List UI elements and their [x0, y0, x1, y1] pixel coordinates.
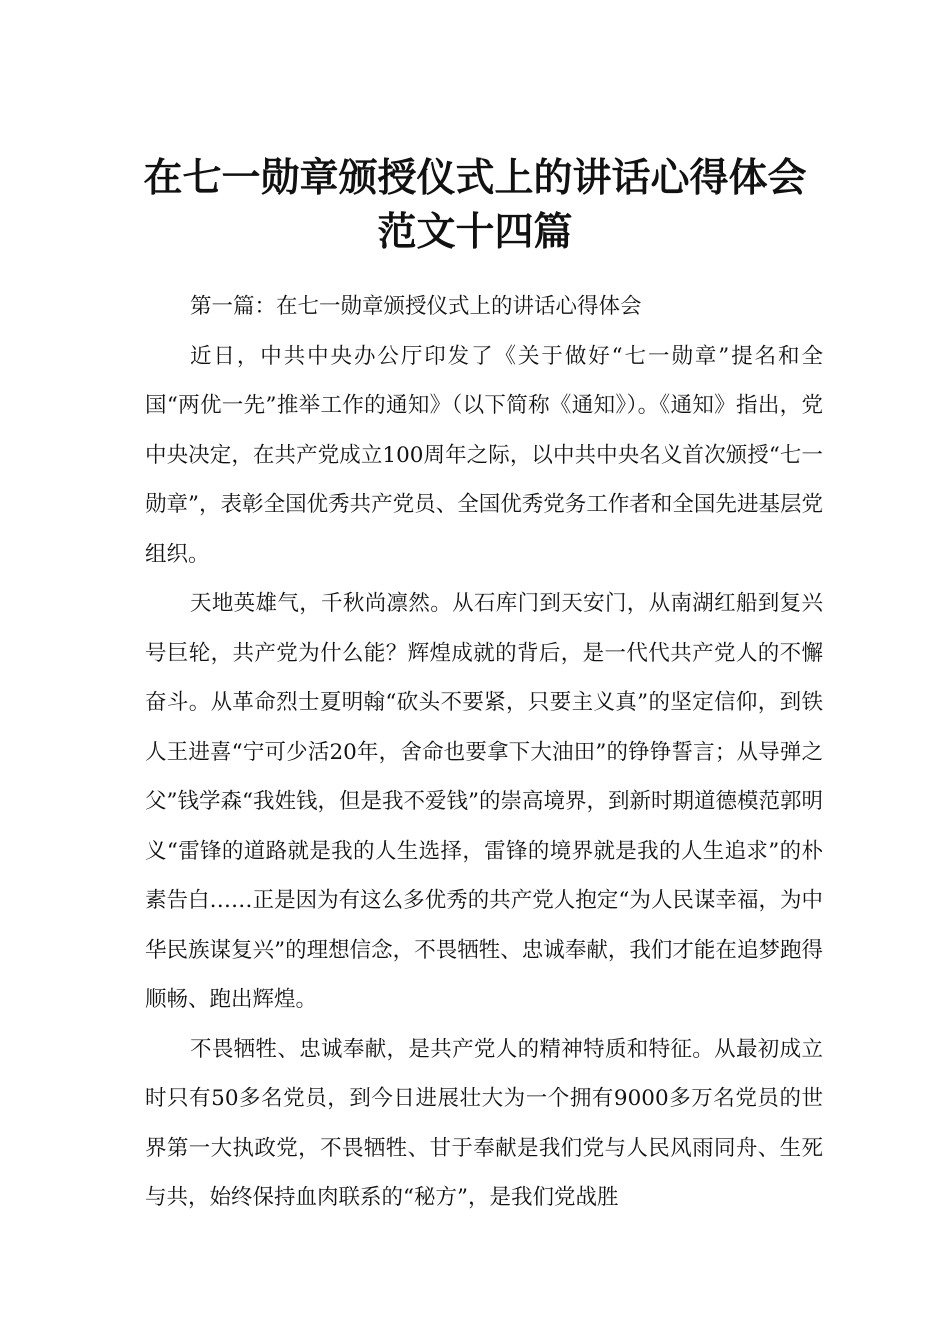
paragraph-1: 近日，中共中央办公厅印发了《关于做好“七一勋章”提名和全国“两优一先”推举工作的通知》（以下简称《通知》）。《通知》指出，党中央决定，在共产党成立100周年之际，以中共中央名义首次颁授“七一勋章”，表彰全国优秀共产党员、全国优秀党务工作者和全国先进基层党组织。: [145, 343, 823, 567]
paragraph-3: 不畏牺牲、忠诚奉献，是共产党人的精神特质和特征。从最初成立时只有50多名党员，到今日进展壮大为一个拥有9000多万名党员的世界第一大执政党，不畏牺牲、甘于奉献是我们党与人民风雨同舟、生死与共，始终保持血肉联系的“秘方”，是我们党战胜: [145, 1036, 823, 1210]
document-title: [0, 152, 950, 260]
title-line-1: 在七一勋章颁授仪式上的讲话心得体会: [143, 156, 807, 202]
paragraph-2: 天地英雄气，千秋尚凛然。从石库门到天安门，从南湖红船到复兴号巨轮，共产党为什么能？辉煌成就的背后，是一代代共产党人的不懈奋斗。从革命烈士夏明翰“砍头不要紧，只要主义真”的坚定信仰，到铁人王进喜“宁可少活20年，舍命也要拿下大油田”的铮铮誓言；从导弹之父”钱学森“我姓钱，但是我不爱钱”的崇高境界，到新时期道德模范郭明义“雷锋的道路就是我的人生选择，雷锋的境界就是我的人生追求”的朴素告白……正是因为有这么多优秀的共产党人抱定“为人民谋幸福，为中华民族谋复兴”的理想信念，不畏牺牲、忠诚奉献，我们才能在追梦跑得顺畅、跑出辉煌。: [145, 591, 823, 1012]
document-body: [145, 282, 823, 1223]
title-line-2: 范文十四篇: [377, 210, 573, 256]
section-heading: 第一篇：在七一勋章颁授仪式上的讲话心得体会: [190, 294, 642, 319]
